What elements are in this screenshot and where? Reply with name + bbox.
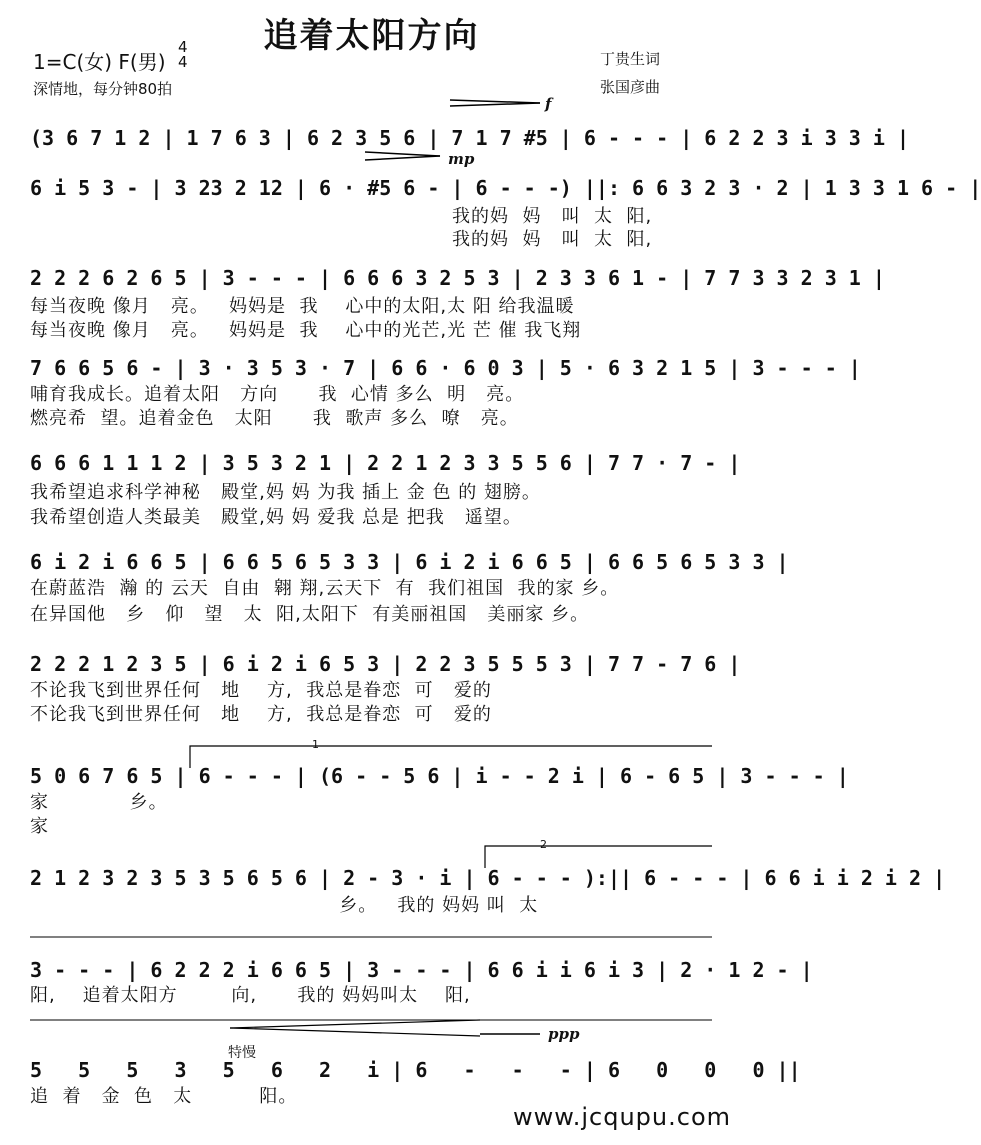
dynamic-ppp: ppp [548,1025,580,1043]
composer: 张国彦曲 [600,78,661,96]
crescendo-hairpin-f [450,100,540,106]
score-line-8-notes: 5 0 6 7 6 5 | 6 - - - | (6 - - 5 6 | i - - 2 i | 6 - 6 5 | 3 - - - | [30,764,849,788]
score-line-7-notes: 2 2 2 1 2 3 5 | 6 i 2 i 6 5 3 | 2 2 3 5 5 5 3 | 7 7 - 7 6 | [30,652,741,676]
lyricist: 丁贵生词 [600,50,661,68]
diminuendo-hairpin-mp [365,152,440,160]
score-line-3-notes: 2 2 2 6 2 6 5 | 3 - - - | 6 6 6 3 2 5 3 | 2 3 3 6 1 - | 7 7 3 3 2 3 1 | [30,266,885,290]
score-line-7-lyrics-1: 不论我飞到世界任何 地 方, 我总是眷恋 可 爱的 [30,680,492,701]
dynamic-f: f [545,95,552,113]
score-line-2-notes: 6 i 5 3 - | 3 23 2 12 | 6 · #5 6 - | 6 - - -) ||: 6 6 3 2 3 · 2 | 1 3 3 1 6 - | [30,176,981,200]
score-line-3-lyrics-1: 每当夜晚 像月 亮。 妈妈是 我 心中的太阳,太 阳 给我温暖 [30,296,575,317]
volta-1-label: 1 [312,738,319,751]
time-bottom: 4 [178,53,188,71]
ritardando-mark: 特慢 [228,1045,256,1061]
key-signature: 1=C(女) F(男) [33,50,166,74]
score-line-2-lyrics-1: 我的妈 妈 叫 太 阳, [452,206,653,227]
score-line-4-lyrics-1: 哺育我成长。追着太阳 方向 我 心情 多么 明 亮。 [30,384,525,405]
watermark-url: www.jcqupu.com [513,1103,731,1131]
volta-2-label: 2 [540,838,547,851]
volta-2-bracket [485,846,712,868]
score-line-6-lyrics-1: 在蔚蓝浩 瀚 的 云天 自由 翱 翔,云天下 有 我们祖国 我的家 乡。 [30,578,620,599]
dynamic-mp: mp [448,150,475,168]
score-line-6-lyrics-2: 在异国他 乡 仰 望 太 阳,太阳下 有美丽祖国 美丽家 乡。 [30,604,590,625]
score-line-4-notes: 7 6 6 5 6 - | 3 · 3 5 3 · 7 | 6 6 · 6 0 3 | 5 · 6 3 2 1 5 | 3 - - - | [30,356,861,380]
time-top: 4 [178,38,188,56]
score-line-11-lyrics-1: 追 着 金 色 太 阳。 [30,1086,298,1107]
score-line-8-lyrics-1: 家 乡。 [30,792,168,813]
final-hairpins [230,1020,540,1036]
score-line-7-lyrics-2: 不论我飞到世界任何 地 方, 我总是眷恋 可 爱的 [30,704,492,725]
score-line-5-lyrics-1: 我希望追求科学神秘 殿堂,妈 妈 为我 插上 金 色 的 翅膀。 [30,482,541,503]
score-line-5-notes: 6 6 6 1 1 1 2 | 3 5 3 2 1 | 2 2 1 2 3 3 5 5 6 | 7 7 · 7 - | [30,451,741,475]
score-line-1-notes: (3 6 7 1 2 | 1 7 6 3 | 6 2 3 5 6 | 7 1 7 #5 | 6 - - - | 6 2 2 3 i 3 3 i | [30,126,909,150]
score-line-10-notes: 3 - - - | 6 2 2 2 i 6 6 5 | 3 - - - | 6 6 i i 6 i 3 | 2 · 1 2 - | [30,958,813,982]
score-line-10-lyrics-1: 阳, 追着太阳方 向, 我的 妈妈叫太 阳, [30,985,471,1006]
score-line-5-lyrics-2: 我希望创造人类最美 殿堂,妈 妈 爱我 总是 把我 遥望。 [30,507,522,528]
score-line-4-lyrics-2: 燃亮希 望。追着金色 太阳 我 歌声 多么 嘹 亮。 [30,408,519,429]
score-line-3-lyrics-2: 每当夜晚 像月 亮。 妈妈是 我 心中的光芒,光 芒 催 我飞翔 [30,320,582,341]
score-line-11-notes: 5 5 5 3 5 6 2 i | 6 - - - | 6 0 0 0 || [30,1058,801,1082]
score-line-9-lyrics-1: 乡。 我的 妈妈 叫 太 [30,895,539,916]
score-line-9-notes: 2 1 2 3 2 3 5 3 5 6 5 6 | 2 - 3 · i | 6 - - - ):|| 6 - - - | 6 6 i i 2 i 2 | [30,866,946,890]
score-line-2-lyrics-2: 我的妈 妈 叫 太 阳, [452,229,653,250]
tempo-marking: 深情地，每分钟80拍 [33,80,173,98]
song-title: 追着太阳方向 [263,16,480,56]
score-line-6-notes: 6 i 2 i 6 6 5 | 6 6 5 6 5 3 3 | 6 i 2 i 6 6 5 | 6 6 5 6 5 3 3 | [30,550,789,574]
score-line-8-lyrics-2: 家 [30,816,49,837]
